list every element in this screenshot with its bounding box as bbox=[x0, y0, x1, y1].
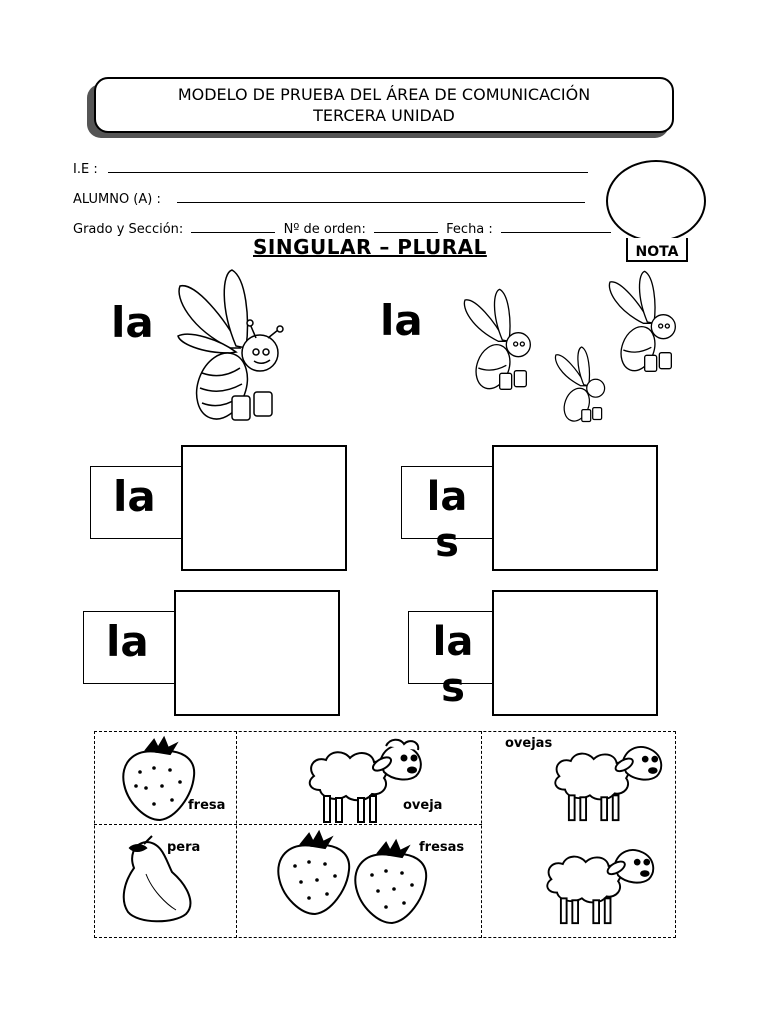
grado-label: Grado y Sección: bbox=[73, 222, 184, 237]
grid-divider bbox=[481, 731, 482, 938]
plural-article: la bbox=[380, 296, 423, 345]
word-oveja[interactable]: oveja bbox=[403, 798, 443, 813]
word-fresa[interactable]: fresa bbox=[188, 798, 226, 813]
sheep-icon[interactable] bbox=[538, 838, 662, 932]
bee-icon bbox=[550, 346, 614, 428]
word-ovejas[interactable]: ovejas bbox=[505, 736, 553, 751]
fecha-line[interactable] bbox=[501, 220, 611, 233]
bee-icon bbox=[170, 268, 295, 433]
header-subtitle: TERCERA UNIDAD bbox=[313, 106, 455, 125]
article-singular-1: la bbox=[113, 472, 156, 521]
nota-label: NOTA bbox=[626, 238, 688, 262]
word-pera[interactable]: pera bbox=[167, 840, 201, 855]
word-fresas[interactable]: fresas bbox=[419, 840, 465, 855]
article-plural-2: la s bbox=[432, 619, 474, 711]
article-plural-1: la s bbox=[426, 474, 468, 566]
strawberry-icon[interactable] bbox=[272, 828, 354, 918]
ie-label: I.E : bbox=[73, 162, 98, 177]
alumno-field-row bbox=[73, 190, 585, 207]
bee-icon bbox=[455, 288, 545, 398]
sheep-icon[interactable] bbox=[300, 736, 430, 828]
answer-box-singular-1[interactable] bbox=[181, 445, 347, 571]
header-title: MODELO DE PRUEBA DEL ÁREA DE COMUNICACIÓN bbox=[177, 85, 591, 104]
answer-box-singular-2[interactable] bbox=[174, 590, 340, 716]
answer-box-plural-1[interactable] bbox=[492, 445, 658, 571]
sheep-icon[interactable] bbox=[546, 736, 670, 828]
singular-article: la bbox=[111, 298, 154, 347]
page-title: SINGULAR – PLURAL bbox=[253, 235, 487, 259]
ie-line[interactable] bbox=[108, 160, 588, 173]
answer-box-plural-2[interactable] bbox=[492, 590, 658, 716]
fecha-label: Fecha : bbox=[446, 222, 493, 237]
orden-line[interactable] bbox=[374, 220, 438, 233]
strawberry-icon[interactable] bbox=[350, 836, 430, 928]
orden-label: Nº de orden: bbox=[283, 222, 366, 237]
header-box bbox=[94, 77, 674, 133]
nota-circle[interactable] bbox=[606, 160, 706, 242]
article-singular-2: la bbox=[106, 617, 149, 666]
grid-divider bbox=[236, 731, 237, 938]
alumno-line[interactable] bbox=[177, 190, 585, 203]
grado-line[interactable] bbox=[191, 220, 275, 233]
ie-field-row bbox=[73, 160, 588, 177]
alumno-label: ALUMNO (A) : bbox=[73, 192, 161, 207]
strawberry-icon[interactable] bbox=[118, 734, 198, 824]
